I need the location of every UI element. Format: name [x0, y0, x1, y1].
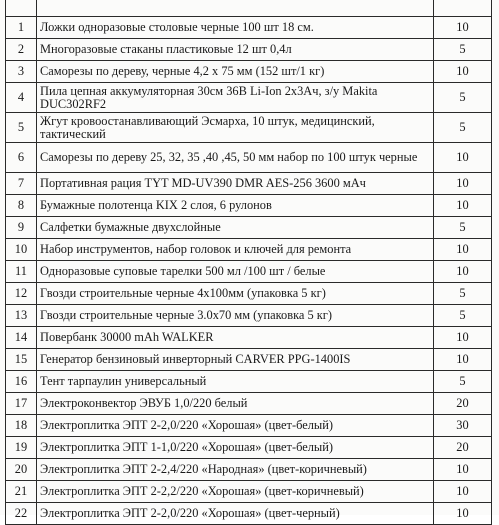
row-number: 15 — [6, 349, 37, 371]
table-row — [6, 371, 492, 393]
item-quantity: 10 — [434, 327, 492, 349]
item-quantity: 10 — [434, 239, 492, 261]
row-number: 10 — [6, 239, 37, 261]
item-quantity: 10 — [434, 143, 492, 173]
table-row — [6, 349, 492, 371]
table-row — [6, 261, 492, 283]
item-name: Саморезы по дереву 25, 32, 35 ,40 ,45, 50 мм набор по 100 штук черные — [37, 143, 434, 173]
row-number: 1 — [6, 17, 37, 39]
item-quantity: 5 — [434, 83, 492, 113]
item-quantity: 30 — [434, 415, 492, 437]
table-row — [6, 437, 492, 459]
row-number: 4 — [6, 83, 37, 113]
item-name: Тент тарпаулин универсальный — [37, 371, 434, 393]
row-number: 20 — [6, 459, 37, 481]
item-quantity: 5 — [434, 283, 492, 305]
table-row — [6, 239, 492, 261]
row-number: 17 — [6, 393, 37, 415]
table-row — [6, 327, 492, 349]
row-number: 5 — [6, 113, 37, 143]
table-row — [6, 481, 492, 503]
item-name: Гвозди строительные черные 4х100мм (упаковка 5 кг) — [37, 283, 434, 305]
row-number: 7 — [6, 173, 37, 195]
item-quantity: 10 — [434, 173, 492, 195]
table-row — [6, 113, 492, 143]
item-name: Пила цепная аккумуляторная 30см 36В Li-Ion 2х3Ач, з/у Makita DUC302RF2 — [37, 83, 434, 113]
item-quantity: 10 — [434, 503, 492, 525]
item-name: Портативная рация TYT MD-UV390 DMR AES-256 3600 мАч — [37, 173, 434, 195]
item-quantity: 5 — [434, 371, 492, 393]
table-row — [6, 415, 492, 437]
items-table — [5, 0, 492, 525]
header-cell-name — [37, 0, 434, 17]
item-name: Набор инструментов, набор головок и ключей для ремонта — [37, 239, 434, 261]
item-name: Электроплитка ЭПТ 1-1,0/220 «Хорошая» (цвет-белый) — [37, 437, 434, 459]
item-quantity: 20 — [434, 437, 492, 459]
table-row — [6, 393, 492, 415]
table-row — [6, 305, 492, 327]
table-row — [6, 17, 492, 39]
item-name: Генератор бензиновый инверторный CARVER PPG-1400IS — [37, 349, 434, 371]
item-name: Салфетки бумажные двухслойные — [37, 217, 434, 239]
header-cell-number — [6, 0, 37, 17]
header-cell-quantity — [434, 0, 492, 17]
item-quantity: 10 — [434, 261, 492, 283]
table-row — [6, 61, 492, 83]
item-quantity: 5 — [434, 217, 492, 239]
row-number: 3 — [6, 61, 37, 83]
item-name: Одноразовые суповые тарелки 500 мл /100 шт / белые — [37, 261, 434, 283]
item-name: Жгут кровоостанавливающий Эсмарха, 10 штук, медицинский, тактический — [37, 113, 434, 143]
row-number: 6 — [6, 143, 37, 173]
item-name: Многоразовые стаканы пластиковые 12 шт 0,4л — [37, 39, 434, 61]
item-quantity: 10 — [434, 349, 492, 371]
item-quantity: 5 — [434, 39, 492, 61]
item-quantity: 10 — [434, 17, 492, 39]
table-row — [6, 143, 492, 173]
item-name: Ложки одноразовые столовые черные 100 шт 18 см. — [37, 17, 434, 39]
table-row — [6, 503, 492, 525]
item-quantity: 10 — [434, 61, 492, 83]
item-quantity: 10 — [434, 195, 492, 217]
item-name: Гвозди строительные черные 3.0х70 мм (упаковка 5 кг) — [37, 305, 434, 327]
table-row — [6, 83, 492, 113]
table-row — [6, 195, 492, 217]
row-number: 9 — [6, 217, 37, 239]
row-number: 16 — [6, 371, 37, 393]
row-number: 11 — [6, 261, 37, 283]
item-quantity: 5 — [434, 305, 492, 327]
row-number: 21 — [6, 481, 37, 503]
table-row — [6, 283, 492, 305]
item-quantity: 10 — [434, 459, 492, 481]
item-name: Электроплитка ЭПТ 2-2,0/220 «Хорошая» (цвет-черный) — [37, 503, 434, 525]
row-number: 22 — [6, 503, 37, 525]
row-number: 18 — [6, 415, 37, 437]
item-name: Электроконвектор ЭВУБ 1,0/220 белый — [37, 393, 434, 415]
item-quantity: 20 — [434, 393, 492, 415]
row-number: 13 — [6, 305, 37, 327]
item-name: Саморезы по дереву, черные 4,2 х 75 мм (152 шт/1 кг) — [37, 61, 434, 83]
table-row — [6, 217, 492, 239]
item-name: Повербанк 30000 mAh WALKER — [37, 327, 434, 349]
item-quantity: 10 — [434, 481, 492, 503]
table-row — [6, 459, 492, 481]
row-number: 14 — [6, 327, 37, 349]
row-number: 19 — [6, 437, 37, 459]
row-number: 2 — [6, 39, 37, 61]
table-row — [6, 173, 492, 195]
item-name: Электроплитка ЭПТ 2-2,0/220 «Хорошая» (цвет-белый) — [37, 415, 434, 437]
item-name: Электроплитка ЭПТ 2-2,2/220 «Хорошая» (цвет-коричневый) — [37, 481, 434, 503]
table-header-row — [6, 0, 492, 17]
item-name: Электроплитка ЭПТ 2-2,4/220 «Народная» (цвет-коричневый) — [37, 459, 434, 481]
row-number: 8 — [6, 195, 37, 217]
item-name: Бумажные полотенца KIX 2 слоя, 6 рулонов — [37, 195, 434, 217]
row-number: 12 — [6, 283, 37, 305]
item-quantity: 5 — [434, 113, 492, 143]
table-row — [6, 39, 492, 61]
